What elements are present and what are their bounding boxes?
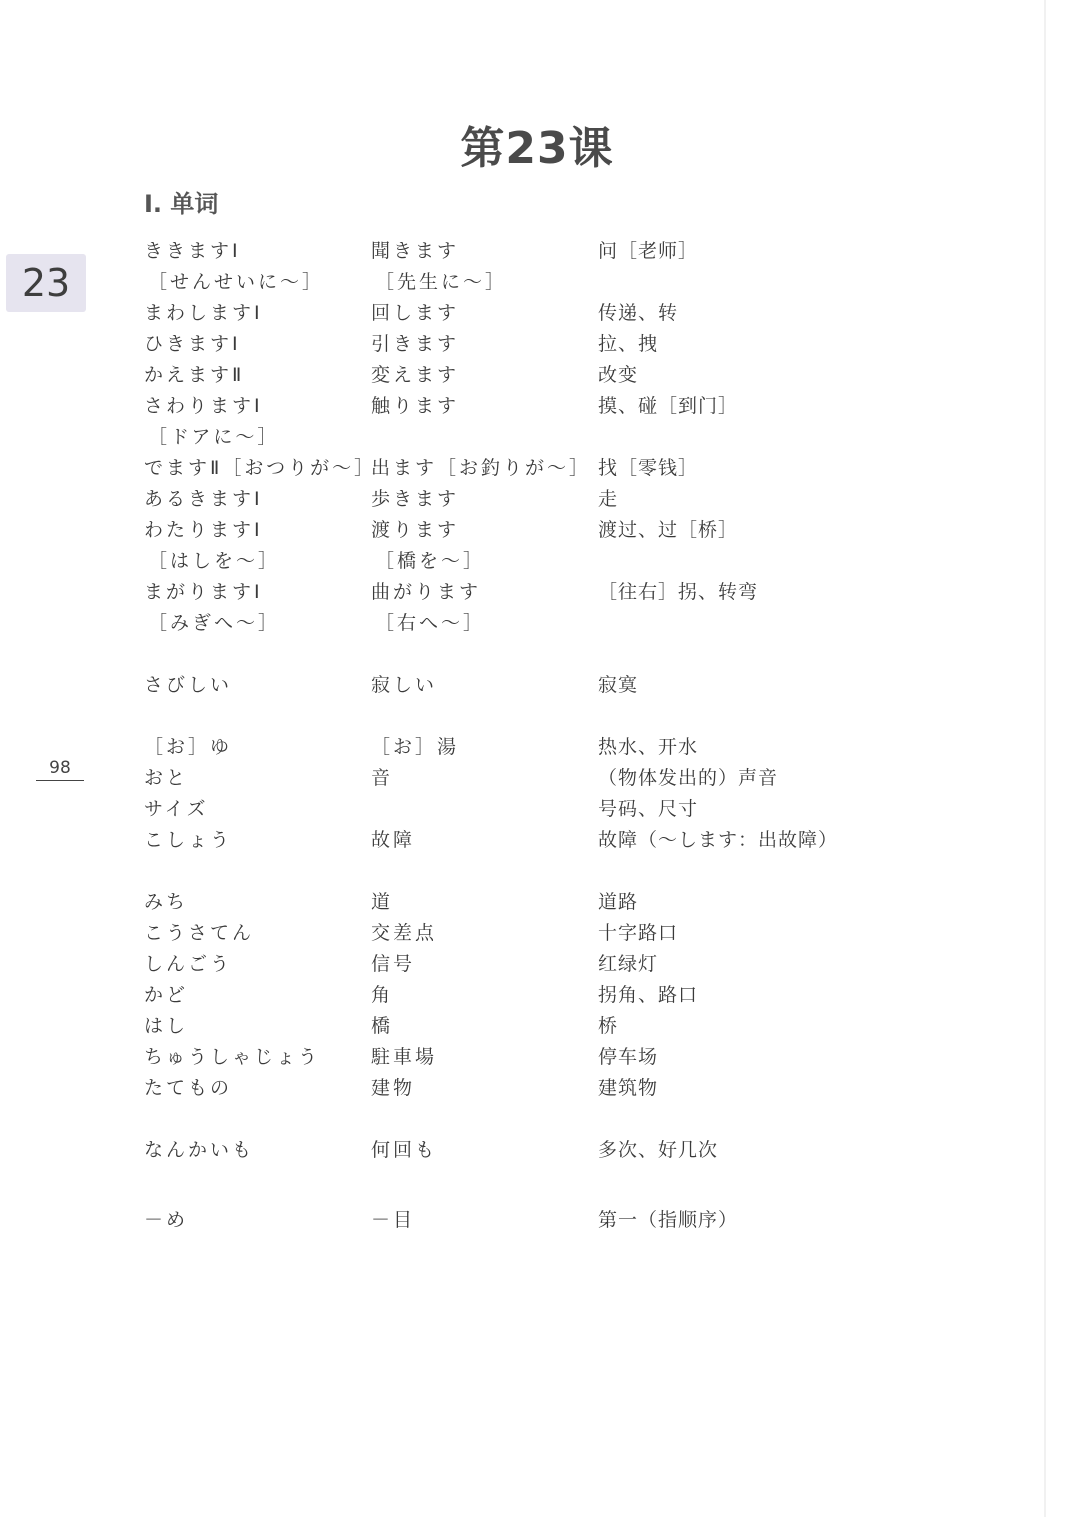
vocab-list	[0, 236, 1074, 1236]
meaning-cell: 桥	[598, 1015, 619, 1037]
meaning-cell: 道路	[598, 891, 639, 913]
meaning-cell: 寂寞	[598, 674, 639, 696]
meaning-cell: 多次、好几次	[598, 1139, 719, 1161]
vocab-row	[0, 794, 1074, 825]
vocab-row	[0, 546, 1074, 577]
kanji-cell: 角	[371, 984, 394, 1006]
meaning-cell: （物体发出的）声音	[598, 767, 779, 789]
kanji-cell: 触ります	[371, 395, 460, 417]
kanji-cell: 渡ります	[371, 519, 460, 541]
kanji-cell: 音	[371, 767, 394, 789]
kana-cell: ききますⅠ	[144, 240, 241, 262]
lesson-title: 第23课	[460, 123, 614, 174]
page-number: 98	[36, 758, 84, 781]
vocab-row	[0, 391, 1074, 422]
kanji-cell: 歩きます	[371, 488, 460, 510]
kana-cell: ちゅうしゃじょう	[144, 1046, 321, 1068]
vocab-row	[0, 453, 1074, 484]
kana-cell: ［せんせいに～］	[148, 271, 325, 293]
kana-cell: しんごう	[144, 953, 233, 975]
kana-cell: －め	[144, 1209, 189, 1231]
kanji-cell: ［橋を～］	[375, 550, 486, 572]
kana-cell: おと	[144, 767, 189, 789]
meaning-cell: 找［零钱］	[598, 457, 699, 479]
meaning-cell: 号码、尺寸	[598, 798, 699, 820]
vocab-row	[0, 763, 1074, 794]
kanji-cell: 信号	[371, 953, 416, 975]
meaning-cell: 拉、拽	[598, 333, 659, 355]
vocab-row	[0, 1011, 1074, 1042]
kana-cell: たてもの	[144, 1077, 233, 1099]
kanji-cell: －目	[371, 1209, 416, 1231]
meaning-cell: 十字路口	[598, 922, 679, 944]
vocab-row	[0, 577, 1074, 608]
vocab-row	[0, 422, 1074, 453]
meaning-cell: ［往右］拐、转弯	[598, 581, 759, 603]
meaning-cell: 第一（指顺序）	[598, 1209, 739, 1231]
kana-cell: かえますⅡ	[144, 364, 245, 386]
vocab-row	[0, 236, 1074, 267]
kanji-cell: 何回も	[371, 1139, 438, 1161]
meaning-cell: 改变	[598, 364, 639, 386]
kanji-cell: 建物	[371, 1077, 416, 1099]
kana-cell: ［お］ゆ	[144, 736, 233, 758]
kana-cell: わたりますⅠ	[144, 519, 263, 541]
meaning-cell: 传递、转	[598, 302, 679, 324]
kanji-cell: ［お］湯	[371, 736, 460, 758]
meaning-cell: 红绿灯	[598, 953, 659, 975]
kanji-cell: 道	[371, 891, 394, 913]
kanji-cell: 寂しい	[371, 674, 438, 696]
kanji-cell: ［右へ～］	[375, 612, 486, 634]
kanji-cell: 引きます	[371, 333, 460, 355]
meaning-cell: 摸、碰［到门］	[598, 395, 739, 417]
kana-cell: ひきますⅠ	[144, 333, 241, 355]
vocab-row	[0, 949, 1074, 980]
vocab-row	[0, 825, 1074, 856]
meaning-cell: 故障（～します：出故障）	[598, 829, 839, 851]
kana-cell: みち	[144, 891, 189, 913]
kana-cell: まわしますⅠ	[144, 302, 263, 324]
kanji-cell: 変えます	[371, 364, 460, 386]
vocab-row	[0, 856, 1074, 918]
kanji-cell: ［先生に～］	[375, 271, 508, 293]
vocab-row	[0, 298, 1074, 329]
kana-cell: でますⅡ［おつりが～］	[144, 457, 377, 479]
vocab-row	[0, 1104, 1074, 1166]
kanji-cell: 故障	[371, 829, 416, 851]
kanji-cell: 橋	[371, 1015, 394, 1037]
kanji-cell: 駐車場	[371, 1046, 438, 1068]
kanji-cell: 交差点	[371, 922, 438, 944]
meaning-cell: 问［老师］	[598, 240, 699, 262]
meaning-cell: 渡过、过［桥］	[598, 519, 739, 541]
vocab-row	[0, 701, 1074, 763]
vocab-row	[0, 918, 1074, 949]
kanji-cell: 曲がります	[371, 581, 482, 603]
kana-cell: さわりますⅠ	[144, 395, 263, 417]
kana-cell: まがりますⅠ	[144, 581, 263, 603]
kana-cell: かど	[144, 984, 189, 1006]
vocab-row	[0, 515, 1074, 546]
vocab-row	[0, 639, 1074, 701]
vocab-row	[0, 329, 1074, 360]
kana-cell: あるきますⅠ	[144, 488, 263, 510]
vocab-row	[0, 980, 1074, 1011]
kana-cell: ［みぎへ～］	[148, 612, 281, 634]
section-heading: I. 单词	[144, 190, 219, 218]
meaning-cell: 建筑物	[598, 1077, 659, 1099]
kana-cell: はし	[144, 1015, 189, 1037]
kanji-cell: 出ます［お釣りが～］	[371, 457, 592, 479]
meaning-cell: 拐角、路口	[598, 984, 699, 1006]
vocab-row	[0, 1073, 1074, 1104]
vocab-row	[0, 1042, 1074, 1073]
vocab-row	[0, 267, 1074, 298]
vocab-row	[0, 360, 1074, 391]
vocab-row	[0, 1166, 1074, 1236]
meaning-cell: 热水、开水	[598, 736, 699, 758]
vocab-row	[0, 608, 1074, 639]
meaning-cell: 停车场	[598, 1046, 659, 1068]
kana-cell: さびしい	[144, 674, 233, 696]
vocab-row	[0, 484, 1074, 515]
kana-cell: こしょう	[144, 829, 233, 851]
kana-cell: ［はしを～］	[148, 550, 281, 572]
kana-cell: なんかいも	[144, 1139, 255, 1161]
kanji-cell: 回します	[371, 302, 460, 324]
lesson-tab: 23	[6, 254, 86, 312]
kanji-cell: 聞きます	[371, 240, 460, 262]
kana-cell: サイズ	[144, 798, 209, 820]
kana-cell: こうさてん	[144, 922, 255, 944]
kana-cell: ［ドアに～］	[148, 426, 280, 448]
meaning-cell: 走	[598, 488, 619, 510]
